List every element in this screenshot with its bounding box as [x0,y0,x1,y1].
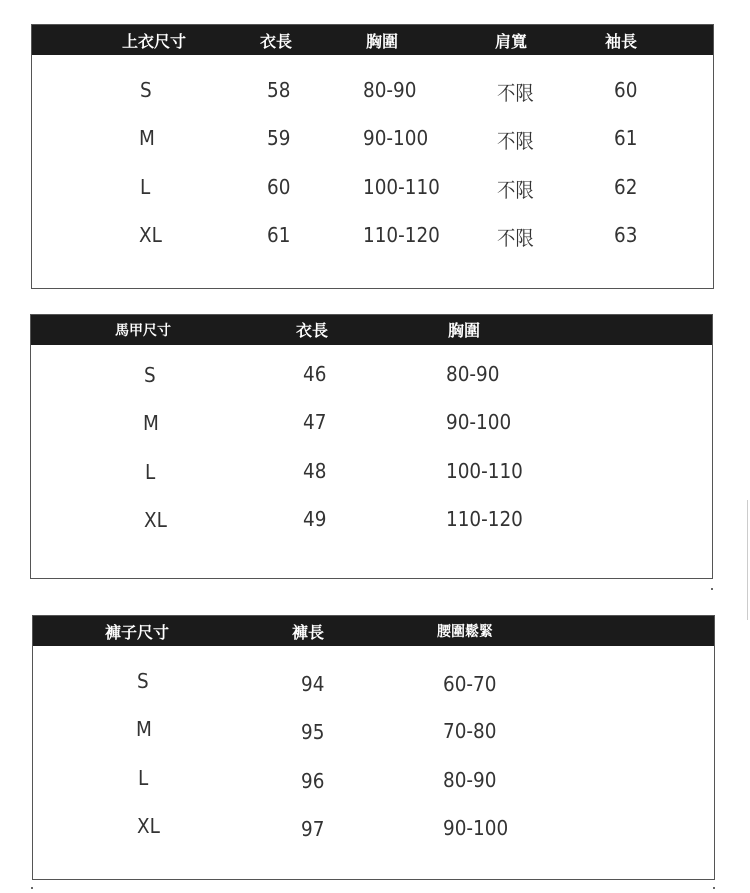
pants-size-table [32,615,715,880]
pants-header-length: 褲長 [292,623,325,642]
vest-cell-length: 48 [303,459,327,483]
tops-cell-sleeve: 62 [614,175,638,199]
pants-cell-size: L [138,766,149,790]
pants-cell-waist: 80-90 [443,768,497,792]
tops-cell-shoulder: 不限 [497,81,534,105]
tops-header-size: 上衣尺寸 [122,32,187,51]
pants-cell-length: 97 [301,817,325,841]
tops-cell-shoulder: 不限 [497,129,534,153]
edge-line [747,500,748,620]
pants-header-size: 褲子尺寸 [105,623,170,642]
pants-cell-size: XL [137,814,160,838]
tops-cell-chest: 110-120 [363,223,440,247]
tops-header-length: 衣長 [260,32,293,51]
vest-header-chest: 胸圍 [448,321,481,340]
pants-cell-waist: 90-100 [443,816,509,840]
tops-header-sleeve: 袖長 [605,32,638,51]
pants-cell-length: 96 [301,769,325,793]
tops-cell-sleeve: 63 [614,223,638,247]
tops-cell-chest: 80-90 [363,78,417,102]
vest-header-size: 馬甲尺寸 [115,323,171,339]
tops-cell-chest: 90-100 [363,126,429,150]
vest-cell-chest: 80-90 [446,362,500,386]
vest-cell-chest: 110-120 [446,507,523,531]
tops-cell-length: 58 [267,78,291,102]
tops-cell-chest: 100-110 [363,175,440,199]
corner-dot [711,588,713,590]
pants-header-row [33,616,714,646]
tops-cell-size: XL [139,223,162,247]
tops-cell-size: M [139,126,155,150]
vest-size-table [30,314,713,579]
tops-size-table [31,24,714,289]
tops-cell-shoulder: 不限 [497,226,534,250]
tops-cell-length: 61 [267,223,291,247]
vest-cell-size: S [144,363,156,387]
tops-cell-sleeve: 60 [614,78,638,102]
vest-header-length: 衣長 [296,321,329,340]
pants-cell-size: S [137,669,149,693]
vest-cell-length: 46 [303,362,327,386]
tops-cell-size: S [140,78,152,102]
tops-header-row [32,25,713,55]
vest-header-row [31,315,712,345]
pants-cell-waist: 70-80 [443,719,497,743]
pants-cell-length: 94 [301,672,325,696]
tops-cell-shoulder: 不限 [497,178,534,202]
vest-cell-chest: 100-110 [446,459,523,483]
pants-cell-size: M [136,717,152,741]
tops-cell-length: 60 [267,175,291,199]
vest-cell-size: XL [144,508,167,532]
corner-dot [713,887,715,889]
pants-header-waist: 腰圍鬆緊 [437,624,493,640]
vest-cell-length: 47 [303,410,327,434]
pants-cell-length: 95 [301,720,325,744]
tops-cell-size: L [140,175,151,199]
tops-cell-sleeve: 61 [614,126,638,150]
pants-cell-waist: 60-70 [443,672,497,696]
tops-header-chest: 胸圍 [366,32,399,51]
tops-cell-length: 59 [267,126,291,150]
vest-cell-length: 49 [303,507,327,531]
vest-cell-size: M [143,411,159,435]
corner-dot [31,887,33,889]
vest-cell-size: L [145,460,156,484]
tops-header-shoulder: 肩寬 [495,32,528,51]
vest-cell-chest: 90-100 [446,410,512,434]
